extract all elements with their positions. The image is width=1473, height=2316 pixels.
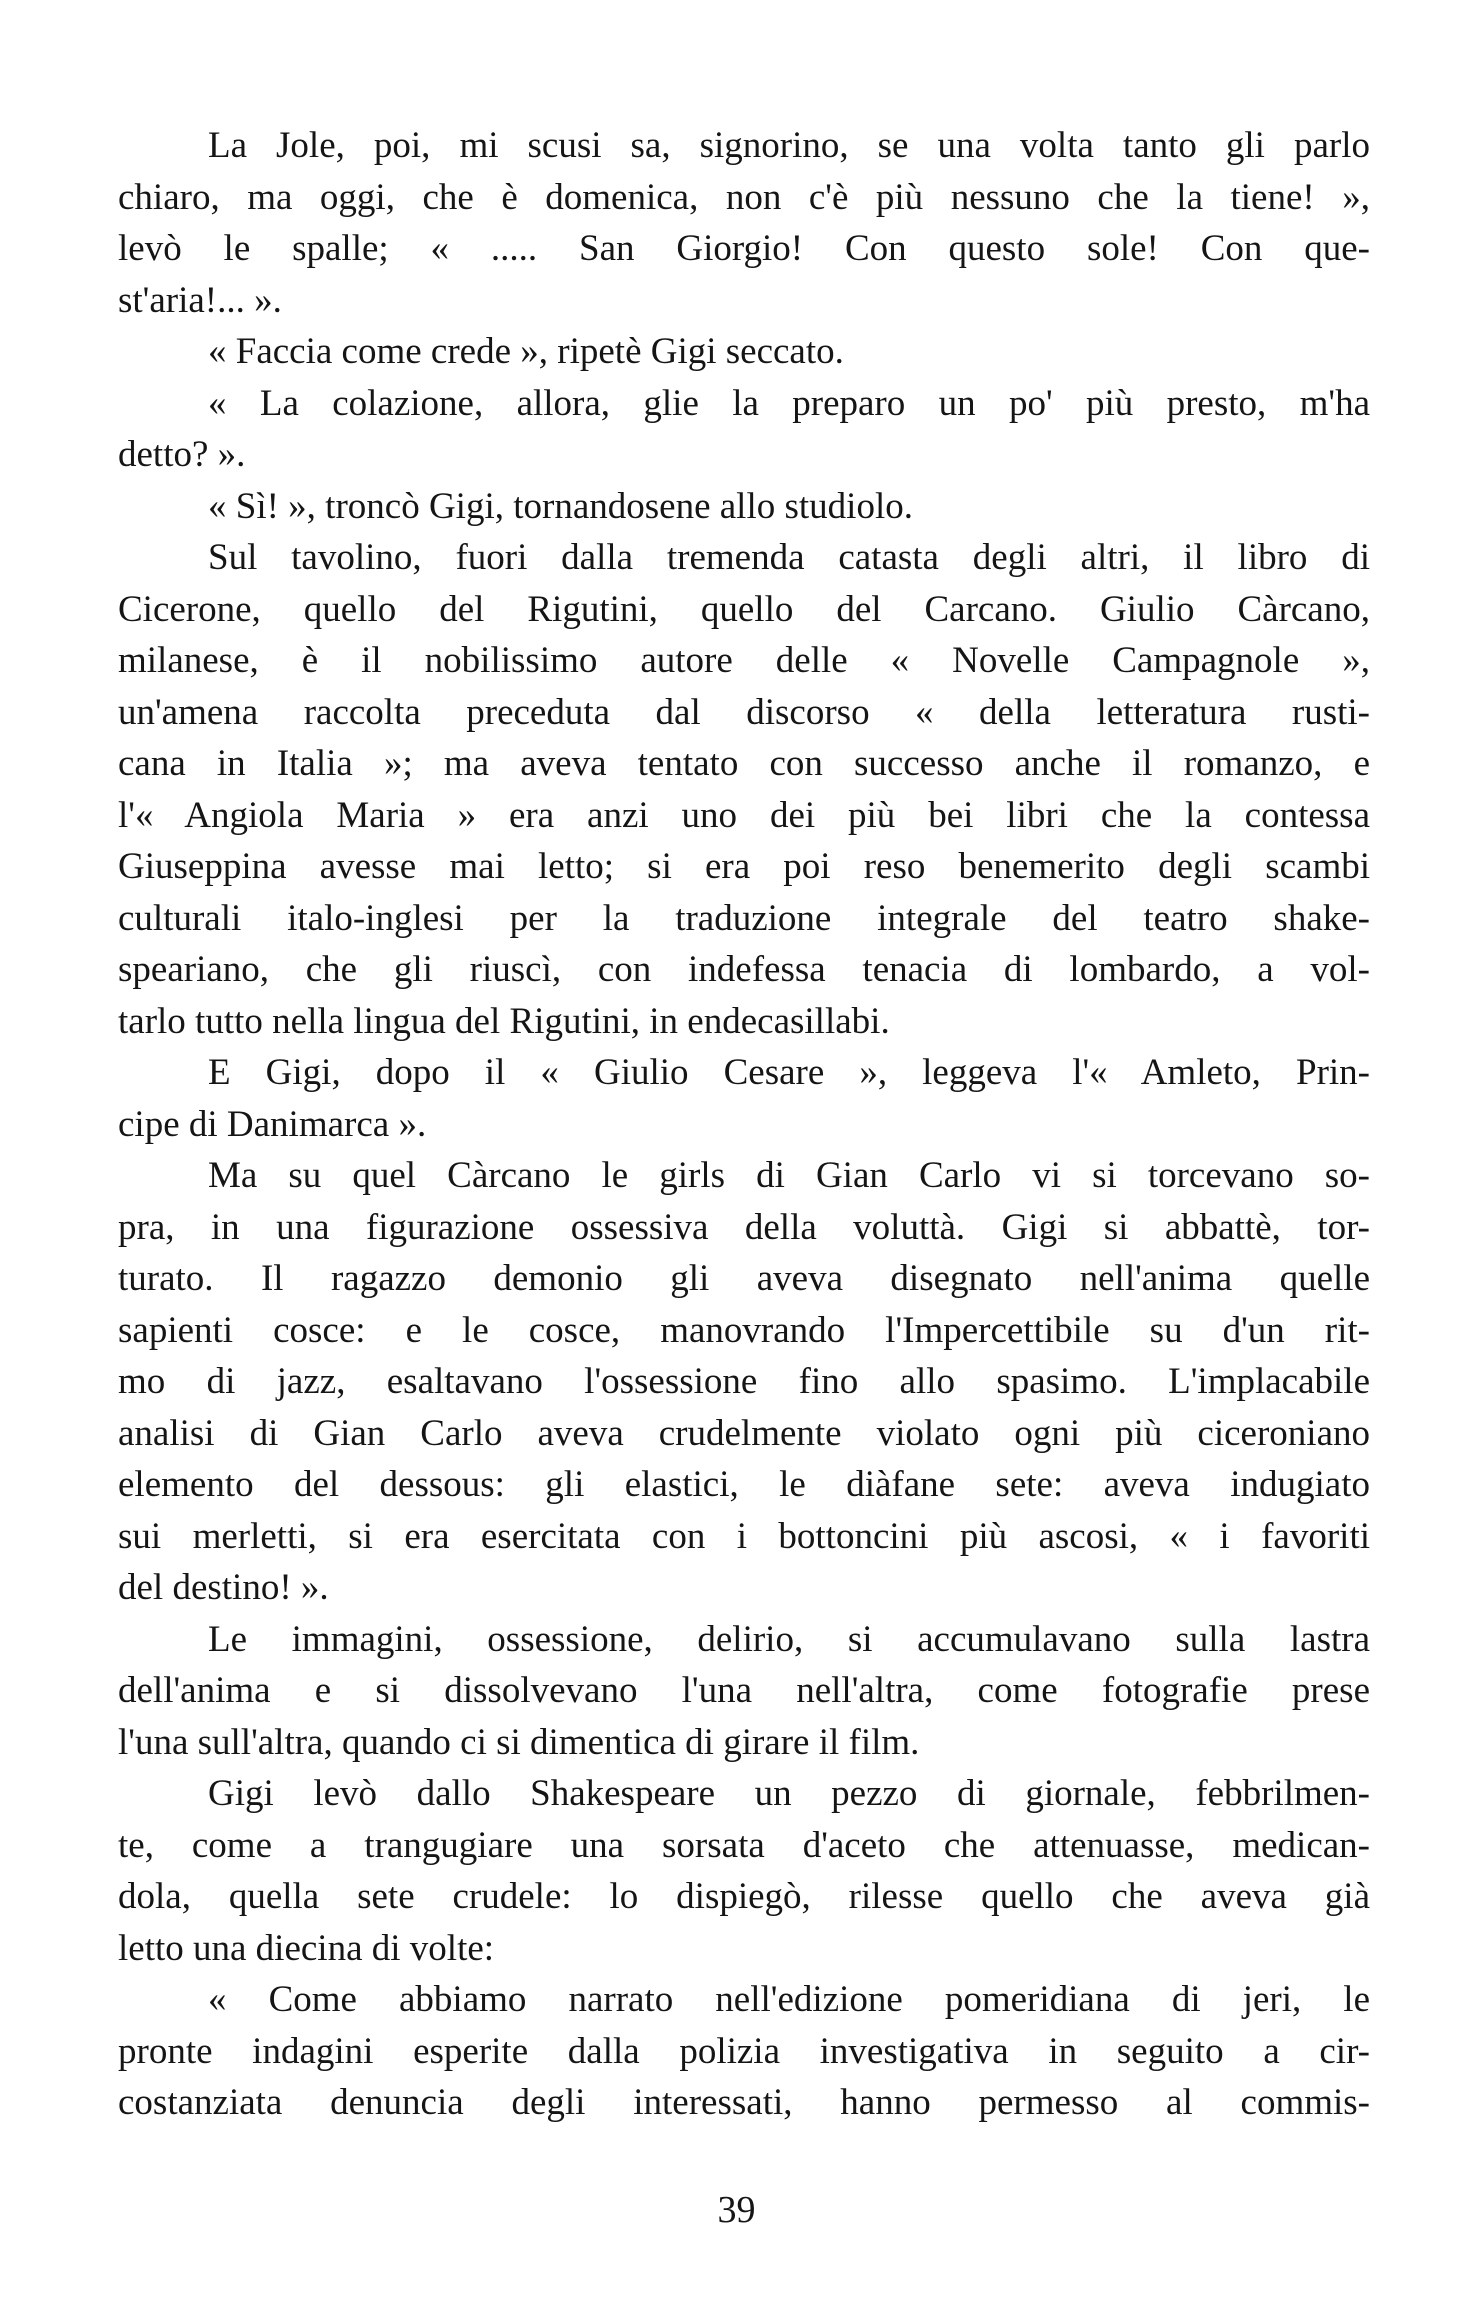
text-line: te, come a trangugiare una sorsata d'aceto che attenuasse, medican- [118,1824,1370,1866]
text-line: speariano, che gli riuscì, con indefessa tenacia di lombardo, a vol- [118,949,1370,990]
text-line: pronte indagini esperite dalla polizia investigativa in seguito a cir- [118,2030,1370,2072]
text-line: E Gigi, dopo il « Giulio Cesare », leggeva l'« Amleto, Prin- [208,1052,1370,1093]
text-line: l'« Angiola Maria » era anzi uno dei più bei libri che la contessa [118,794,1370,836]
text-line: chiaro, ma oggi, che è domenica, non c'è più nessuno che la tiene! », [118,176,1370,218]
text-line: detto? ». [118,434,246,475]
text-line: « La colazione, allora, glie la preparo un po' più presto, m'ha [208,382,1370,424]
text-line: dell'anima e si dissolvevano l'una nell'altra, come fotografie prese [118,1670,1370,1711]
text-line: dola, quella sete crudele: lo dispiegò, rilesse quello che aveva già [118,1876,1370,1917]
text-line: sui merletti, si era esercitata con i bottoncini più ascosi, « i favoriti [118,1515,1370,1557]
text-line: mo di jazz, esaltavano l'ossessione fino allo spasimo. L'implacabile [118,1361,1370,1402]
text-line: Giuseppina avesse mai letto; si era poi reso benemerito degli scambi [118,846,1370,887]
text-line: l'una sull'altra, quando ci si dimentica di girare il film. [118,1721,920,1763]
text-line: « Sì! », troncò Gigi, tornandosene allo studiolo. [208,485,913,527]
text-line: letto una diecina di volte: [118,1927,495,1969]
text-line: milanese, è il nobilissimo autore delle « Novelle Campagnole », [118,640,1370,681]
text-line: La Jole, poi, mi scusi sa, signorino, se una volta tanto gli parlo [208,125,1370,166]
text-line: Gigi levò dallo Shakespeare un pezzo di giornale, febbrilmen- [208,1773,1370,1814]
text-line: Sul tavolino, fuori dalla tremenda catasta degli altri, il libro di [208,537,1370,578]
text-line: un'amena raccolta preceduta dal discorso « della letteratura rusti- [118,691,1370,733]
text-line: Ma su quel Càrcano le girls di Gian Carlo vi si torcevano so- [208,1155,1370,1196]
text-line: st'aria!... ». [118,279,282,321]
page-number: 39 [717,2189,756,2231]
text-line: cana in Italia »; ma aveva tentato con successo anche il romanzo, e [118,743,1370,784]
text-line: « Faccia come crede », ripetè Gigi seccato. [208,331,844,372]
text-line: « Come abbiamo narrato nell'edizione pomeridiana di jeri, le [208,1979,1370,2020]
text-line: tarlo tutto nella lingua del Rigutini, in endecasillabi. [118,1000,890,1042]
text-line: costanziata denuncia degli interessati, hanno permesso al commis- [118,2082,1370,2123]
text-line: levò le spalle; « ..... San Giorgio! Con questo sole! Con que- [118,228,1370,269]
text-line: Le immagini, ossessione, delirio, si accumulavano sulla lastra [208,1618,1370,1660]
text-line: elemento del dessous: gli elastici, le diàfane sete: aveva indugiato [118,1464,1370,1505]
body-text [118,120,1370,2129]
text-line: culturali italo-inglesi per la traduzione integrale del teatro shake- [118,897,1370,939]
text-line: del destino! ». [118,1567,329,1608]
text-line: pra, in una figurazione ossessiva della voluttà. Gigi si abbattè, tor- [118,1206,1370,1248]
text-line: turato. Il ragazzo demonio gli aveva disegnato nell'anima quelle [118,1258,1370,1299]
text-line: Cicerone, quello del Rigutini, quello del Carcano. Giulio Càrcano, [118,588,1370,630]
text-line: analisi di Gian Carlo aveva crudelmente violato ogni più ciceroniano [118,1412,1370,1454]
text-line: sapienti cosce: e le cosce, manovrando l'Impercettibile su d'un rit- [118,1309,1370,1351]
text-line: cipe di Danimarca ». [118,1103,427,1145]
